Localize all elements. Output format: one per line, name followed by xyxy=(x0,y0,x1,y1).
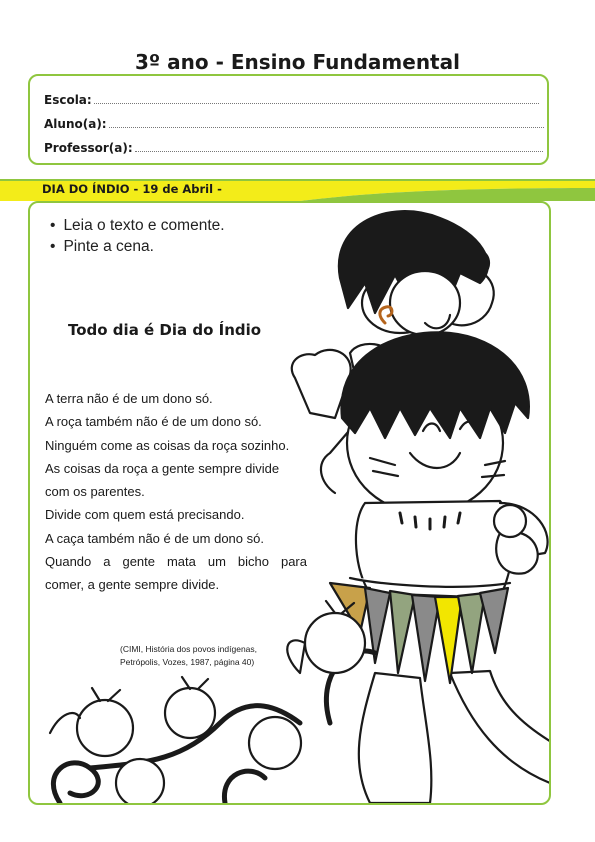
poem-line: comer, a gente sempre divide. xyxy=(45,577,220,593)
source-line: (CIMI, História dos povos indígenas, xyxy=(120,644,258,654)
student-line[interactable] xyxy=(109,126,544,128)
student-label: Aluno(a): xyxy=(44,117,107,131)
teacher-label: Professor(a): xyxy=(44,141,133,155)
school-label: Escola: xyxy=(44,93,92,107)
teacher-field[interactable] xyxy=(44,141,543,155)
activity-panel xyxy=(28,201,551,805)
school-line[interactable] xyxy=(94,102,539,104)
big-child-figure xyxy=(292,332,551,803)
poem-line: A roça também não é de um dono só. xyxy=(45,414,262,430)
poem-line: As coisas da roça a gente sempre divide xyxy=(45,460,280,476)
poem-line: com os parentes. xyxy=(45,484,145,500)
poem-line: A caça também não é de um dono só. xyxy=(45,530,264,546)
header-form xyxy=(28,74,549,165)
poem-text xyxy=(45,387,307,597)
source-line: Petrópolis, Vozes, 1987, página 40) xyxy=(120,657,255,667)
poem-title: Todo dia é Dia do Índio xyxy=(68,321,262,339)
teacher-line[interactable] xyxy=(135,150,543,152)
source-citation xyxy=(120,643,257,669)
instruction-item: • Pinte a cena. xyxy=(50,236,225,257)
instructions-list xyxy=(50,215,225,257)
instruction-item: • Leia o texto e comente. xyxy=(50,215,225,236)
fruit-vine-cluster xyxy=(50,601,375,805)
poem-line: Quando a gente mata um bicho para xyxy=(45,554,307,570)
school-field[interactable] xyxy=(44,93,539,107)
poem-line: A terra não é de um dono só. xyxy=(45,391,213,406)
student-field[interactable] xyxy=(44,117,544,131)
page-title: 3º ano - Ensino Fundamental xyxy=(135,50,460,74)
poem-line: Ninguém come as coisas da roça sozinho. xyxy=(45,437,290,453)
poem-line: Divide com quem está precisando. xyxy=(45,507,245,523)
date-banner-text: DIA DO ÍNDIO - 19 de Abril - xyxy=(42,182,222,196)
